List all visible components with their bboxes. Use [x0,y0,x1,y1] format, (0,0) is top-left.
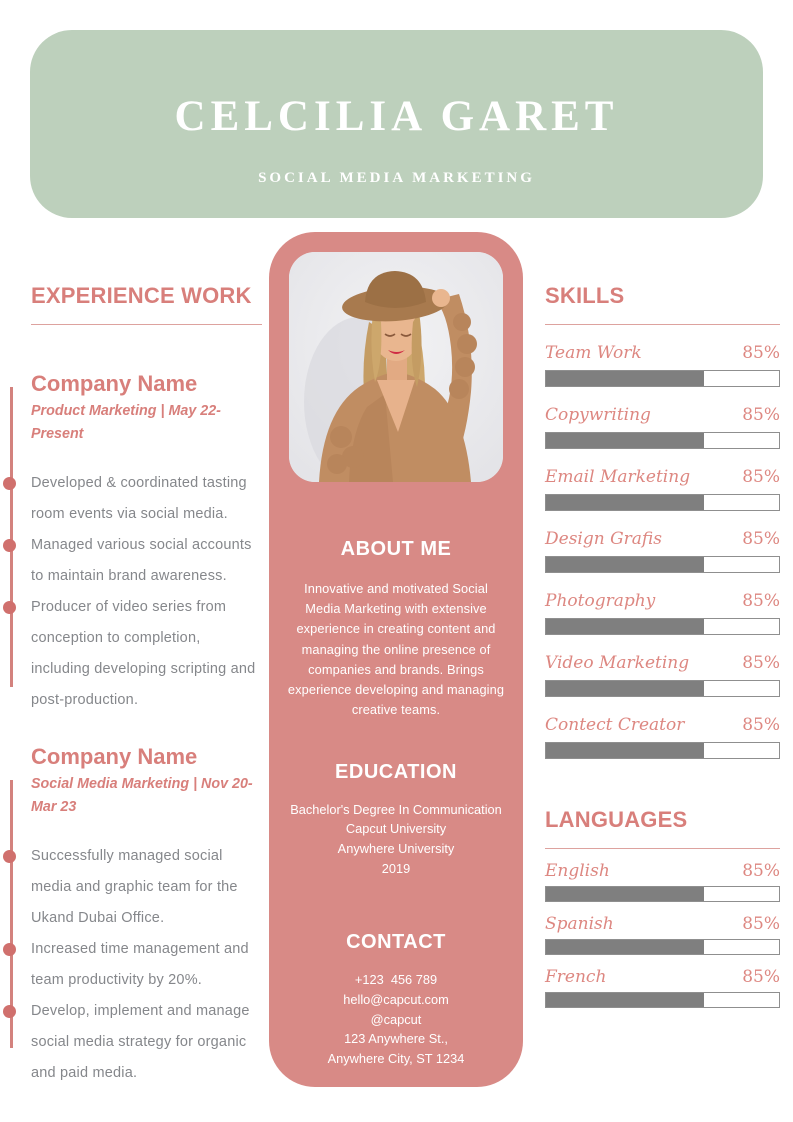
contact-address-line: Anywhere City, ST 1234 [327,1051,465,1067]
skill-percent: 85% [742,653,780,673]
skill-label: Contect Creator [545,715,685,735]
language-progress-fill [546,887,704,901]
profile-photo [289,252,503,482]
skill-progress-bar [545,680,780,697]
skill-row [545,529,780,573]
skills-title: SKILLS [545,283,625,308]
job-bullet: Develop, implement and manage social media strategy for organic and paid media. [31,996,262,1089]
language-row [545,914,780,955]
job-bullet-list [31,841,262,1089]
contact-title: CONTACT [346,930,446,953]
skill-row [545,653,780,697]
language-progress-fill [546,940,704,954]
skill-progress-fill [546,743,704,758]
job-bullet: Increased time management and team productivity by 20%. [31,934,262,996]
education-line: Anywhere University [337,841,455,857]
skill-percent: 85% [742,467,780,487]
skill-percent: 85% [742,591,780,611]
experience-entry [31,744,262,1089]
section-divider [31,324,262,325]
skill-percent: 85% [742,715,780,735]
skill-progress-bar [545,618,780,635]
skill-label: Design Grafis [545,529,662,549]
job-bullet: Managed various social accounts to maintain brand awareness. [31,530,262,592]
skill-percent: 85% [742,343,780,363]
language-label: Spanish [545,914,614,934]
skill-row [545,405,780,449]
skill-progress-bar [545,742,780,759]
skill-row [545,343,780,387]
language-percent: 85% [742,861,780,881]
contact-phone: +123 456 789 [354,971,438,987]
skill-progress-fill [546,433,704,448]
skill-percent: 85% [742,529,780,549]
section-divider [545,848,780,849]
job-bullet-list [31,468,262,716]
experience-column [31,283,262,1089]
language-percent: 85% [742,967,780,987]
experience-entry [31,371,262,716]
about-title: ABOUT ME [340,538,452,560]
language-percent: 85% [742,914,780,934]
contact-address-line: 123 Anywhere St., [344,1031,448,1047]
language-row [545,861,780,902]
header-banner [30,30,763,218]
skill-progress-bar [545,432,780,449]
language-progress-bar [545,886,780,902]
person-role: SOCIAL MEDIA MARKETING [258,170,535,186]
skill-label: Video Marketing [545,653,690,673]
skill-percent: 85% [742,405,780,425]
contact-email: hello@capcut.com [343,991,449,1007]
skill-progress-fill [546,557,704,572]
woman-portrait-illustration [289,252,503,482]
education-line: Bachelor's Degree In Communication [290,801,502,817]
contact-handle: @capcut [370,1011,422,1027]
timeline-line [10,387,13,687]
skill-progress-fill [546,371,704,386]
about-text: Innovative and motivated Social Media Marketing with extensive experience in creating content and managing the online presence of companies and brands. Brings experience developing and managing creative teams. [287,581,505,718]
company-name: Company Name [31,744,198,769]
company-name: Company Name [31,371,198,396]
skill-row [545,591,780,635]
skill-row [545,467,780,511]
education-title: EDUCATION [335,760,457,783]
job-bullet: Successfully managed social media and graphic team for the Ukand Dubai Office. [31,841,262,934]
section-divider [545,324,780,325]
job-bullet: Producer of video series from conception to completion, including developing scripting and post-production. [31,592,262,716]
languages-title: LANGUAGES [545,807,688,832]
skill-progress-bar [545,494,780,511]
skill-label: Copywriting [545,405,651,425]
skill-progress-fill [546,619,704,634]
education-line: Capcut University [345,821,447,837]
skill-label: Photography [545,591,656,611]
skill-progress-fill [546,495,704,510]
language-progress-fill [546,993,704,1007]
education-lines [269,800,523,879]
skill-label: Email Marketing [545,467,691,487]
contact-lines [269,970,523,1069]
profile-panel [269,232,523,1087]
skill-progress-bar [545,370,780,387]
job-meta: Product Marketing | May 22-Present [31,403,221,442]
language-progress-bar [545,992,780,1008]
job-bullet: Developed & coordinated tasting room events via social media. [31,468,262,530]
person-name: CELCILIA GARET [174,93,619,140]
education-line: 2019 [381,861,411,877]
skills-column [545,283,780,1008]
language-label: English [545,861,610,881]
skill-progress-fill [546,681,704,696]
skill-row [545,715,780,759]
job-meta: Social Media Marketing | Nov 20-Mar 23 [31,776,253,815]
skill-progress-bar [545,556,780,573]
experience-title: EXPERIENCE WORK [31,283,252,308]
language-label: French [545,967,607,987]
language-progress-bar [545,939,780,955]
skill-label: Team Work [545,343,642,363]
language-row [545,967,780,1008]
